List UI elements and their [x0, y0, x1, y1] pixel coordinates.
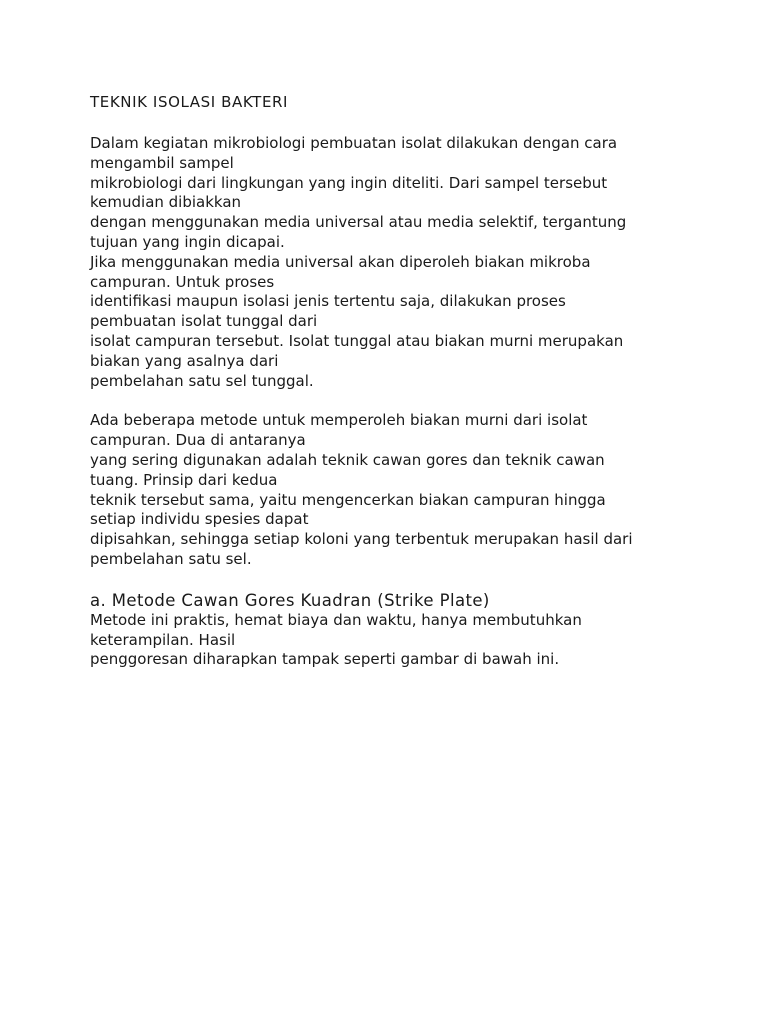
text-line: mengambil sampel	[90, 153, 234, 172]
document-content	[90, 92, 680, 670]
text-line: keterampilan. Hasil	[90, 630, 236, 649]
text-line: Metode ini praktis, hemat biaya dan waktu, hanya membutuhkan	[90, 610, 582, 629]
spacer	[90, 112, 680, 134]
text-line: teknik tersebut sama, yaitu mengencerkan biakan campuran hingga	[90, 490, 606, 509]
text-line: pembelahan satu sel tunggal.	[90, 371, 314, 390]
text-line: biakan yang asalnya dari	[90, 351, 279, 370]
text-line: yang sering digunakan adalah teknik cawan gores dan teknik cawan	[90, 450, 605, 469]
text-line: campuran. Dua di antaranya	[90, 431, 306, 450]
spacer	[90, 391, 680, 411]
text-line: identifikasi maupun isolasi jenis tertentu saja, dilakukan proses	[90, 292, 566, 311]
section-heading: a. Metode Cawan Gores Kuadran (Strike Plate)	[90, 590, 490, 610]
text-line: isolat campuran tersebut. Isolat tunggal atau biakan murni merupakan	[90, 331, 624, 350]
document-title: TEKNIK ISOLASI BAKTERI	[90, 93, 289, 111]
text-line: Dalam kegiatan mikrobiologi pembuatan isolat dilakukan dengan cara	[90, 134, 618, 152]
text-line: tujuan yang ingin dicapai.	[90, 232, 285, 251]
paragraph-section-a	[90, 611, 680, 670]
text-line: campuran. Untuk proses	[90, 272, 275, 291]
text-line: pembuatan isolat tunggal dari	[90, 312, 318, 331]
text-line: Ada beberapa metode untuk memperoleh biakan murni dari isolat	[90, 411, 588, 430]
text-line: kemudian dibiakkan	[90, 193, 242, 212]
paragraph-intro	[90, 134, 680, 391]
text-line: dengan menggunakan media universal atau media selektif, tergantung	[90, 213, 627, 232]
paragraph-methods	[90, 411, 680, 569]
text-line: penggoresan diharapkan tampak seperti gambar di bawah ini.	[90, 650, 560, 669]
text-line: setiap individu spesies dapat	[90, 510, 309, 529]
text-line: tuang. Prinsip dari kedua	[90, 470, 278, 489]
text-line: Jika menggunakan media universal akan diperoleh biakan mikroba	[90, 252, 591, 271]
spacer	[90, 570, 680, 590]
text-line: mikrobiologi dari lingkungan yang ingin diteliti. Dari sampel tersebut	[90, 173, 608, 192]
text-line: pembelahan satu sel.	[90, 549, 252, 568]
text-line: dipisahkan, sehingga setiap koloni yang terbentuk merupakan hasil dari	[90, 530, 633, 549]
